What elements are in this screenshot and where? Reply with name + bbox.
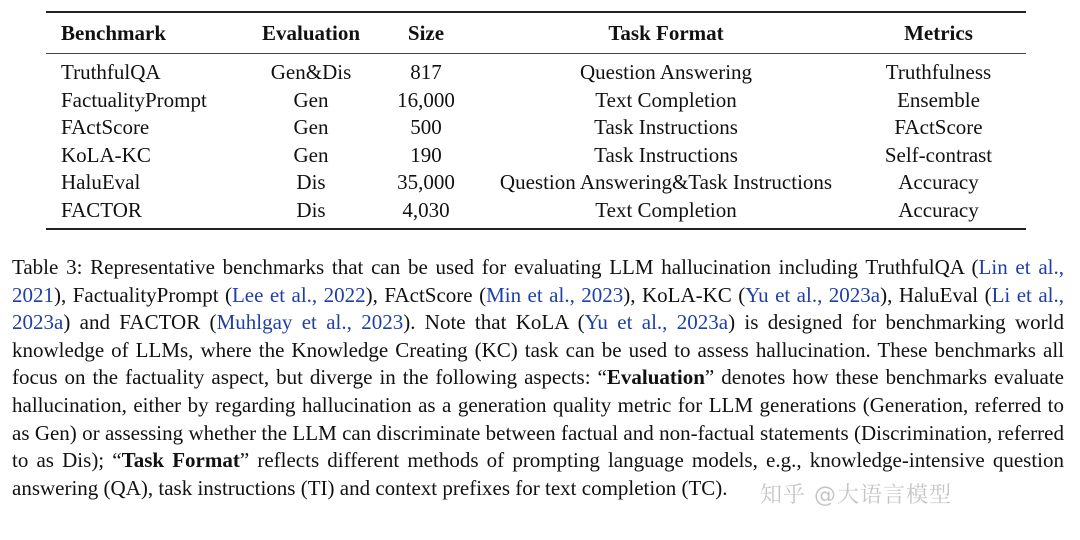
cell-metrics: Ensemble	[897, 87, 980, 112]
cell-evaluation: Dis	[296, 170, 326, 194]
header-size: Size	[371, 12, 481, 54]
table-row	[46, 114, 1026, 142]
benchmark-table	[46, 11, 1026, 230]
cell-size: 4,030	[402, 197, 450, 222]
caption-text: ” reflects different methods of prompting language models, e.g., knowledge-intensive question answering (QA), task instructions (TI) and context prefixes for text completion (TC).	[12, 448, 1064, 500]
cell-metrics: Truthfulness	[885, 60, 992, 84]
cell-benchmark: HaluEval	[61, 170, 141, 194]
citation-link[interactable]: Muhlgay et al., 2023	[216, 310, 404, 335]
header-metrics: Metrics	[851, 12, 1026, 54]
cell-evaluation: Gen	[293, 142, 329, 167]
cell-benchmark: TruthfulQA	[61, 60, 161, 84]
caption-text: ). Note that KoLA (	[403, 310, 585, 335]
cell-metrics: FActScore	[894, 115, 983, 139]
caption-text: ” denotes how these benchmarks evaluate hallucination, either by regarding hallucination as a generation quality metric for LLM generations (Generation, referred to as Gen) or assessing whether the LLM can discriminate between factual and non-factual statements (Discrimination, referred to as Dis); “	[12, 365, 1065, 473]
table-row	[46, 197, 1026, 230]
cell-evaluation: Gen	[293, 115, 329, 139]
table-row	[46, 87, 1026, 115]
table-row	[46, 169, 1026, 197]
citation-link[interactable]: Yu et al., 2023a	[745, 282, 881, 307]
header-task-format: Task Format	[481, 12, 851, 54]
caption-text: ), HaluEval (	[880, 282, 992, 307]
cell-size: 190	[410, 142, 442, 167]
benchmark-table-container	[46, 11, 1026, 230]
cell-benchmark: FActScore	[61, 115, 150, 139]
citation-link[interactable]: Yu et al., 2023a	[584, 310, 729, 335]
caption-text: ), FActScore (	[365, 282, 487, 307]
cell-benchmark: FactualityPrompt	[61, 87, 207, 112]
caption-text: Table 3: Representative benchmarks that can be used for evaluating LLM hallucination including TruthfulQA (	[12, 255, 979, 279]
citation-link[interactable]: Li et al., 2023a	[12, 282, 1064, 335]
caption-text: ) is designed for benchmarking world knowledge of LLMs, where the Knowledge Creating (KC) task can be used to assess hallucination. These benchmarks all focus on the factuality aspect, but diverge in the following aspects: “	[12, 310, 1064, 390]
caption-text: ), KoLA-KC (	[623, 282, 746, 307]
cell-task-format: Question Answering&Task Instructions	[499, 170, 833, 194]
cell-evaluation: Dis	[296, 197, 326, 222]
cell-size: 817	[410, 60, 442, 84]
citation-link[interactable]: Min et al., 2023	[486, 282, 624, 307]
table-row	[46, 142, 1026, 170]
caption-bold-term: Evaluation	[606, 365, 705, 390]
table-row	[46, 54, 1026, 87]
cell-size: 16,000	[397, 87, 455, 112]
cell-task-format: Task Instructions	[594, 115, 738, 139]
header-benchmark: Benchmark	[46, 12, 251, 54]
cell-size: 35,000	[397, 170, 455, 194]
caption-bold-term: Task Format	[121, 448, 240, 473]
table-caption	[12, 254, 1064, 502]
cell-benchmark: KoLA-KC	[61, 142, 151, 167]
cell-metrics: Self-contrast	[884, 142, 993, 167]
cell-task-format: Text Completion	[595, 87, 737, 112]
watermark: 知乎 @大语言模型	[760, 483, 952, 508]
cell-benchmark: FACTOR	[61, 197, 142, 222]
caption-text: ), FactualityPrompt (	[54, 282, 232, 307]
cell-metrics: Accuracy	[898, 170, 979, 194]
cell-task-format: Text Completion	[595, 197, 737, 222]
citation-link[interactable]: Lin et al., 2021	[12, 255, 1064, 307]
caption-text: ) and FACTOR (	[63, 310, 217, 335]
cell-evaluation: Gen	[293, 87, 329, 112]
cell-size: 500	[410, 115, 442, 139]
cell-task-format: Task Instructions	[594, 142, 738, 167]
table-header-row	[46, 12, 1026, 54]
cell-task-format: Question Answering	[579, 60, 753, 84]
cell-metrics: Accuracy	[898, 197, 979, 222]
citation-link[interactable]: Lee et al., 2022	[231, 282, 366, 307]
cell-evaluation: Gen&Dis	[270, 60, 352, 84]
header-evaluation: Evaluation	[251, 12, 371, 54]
